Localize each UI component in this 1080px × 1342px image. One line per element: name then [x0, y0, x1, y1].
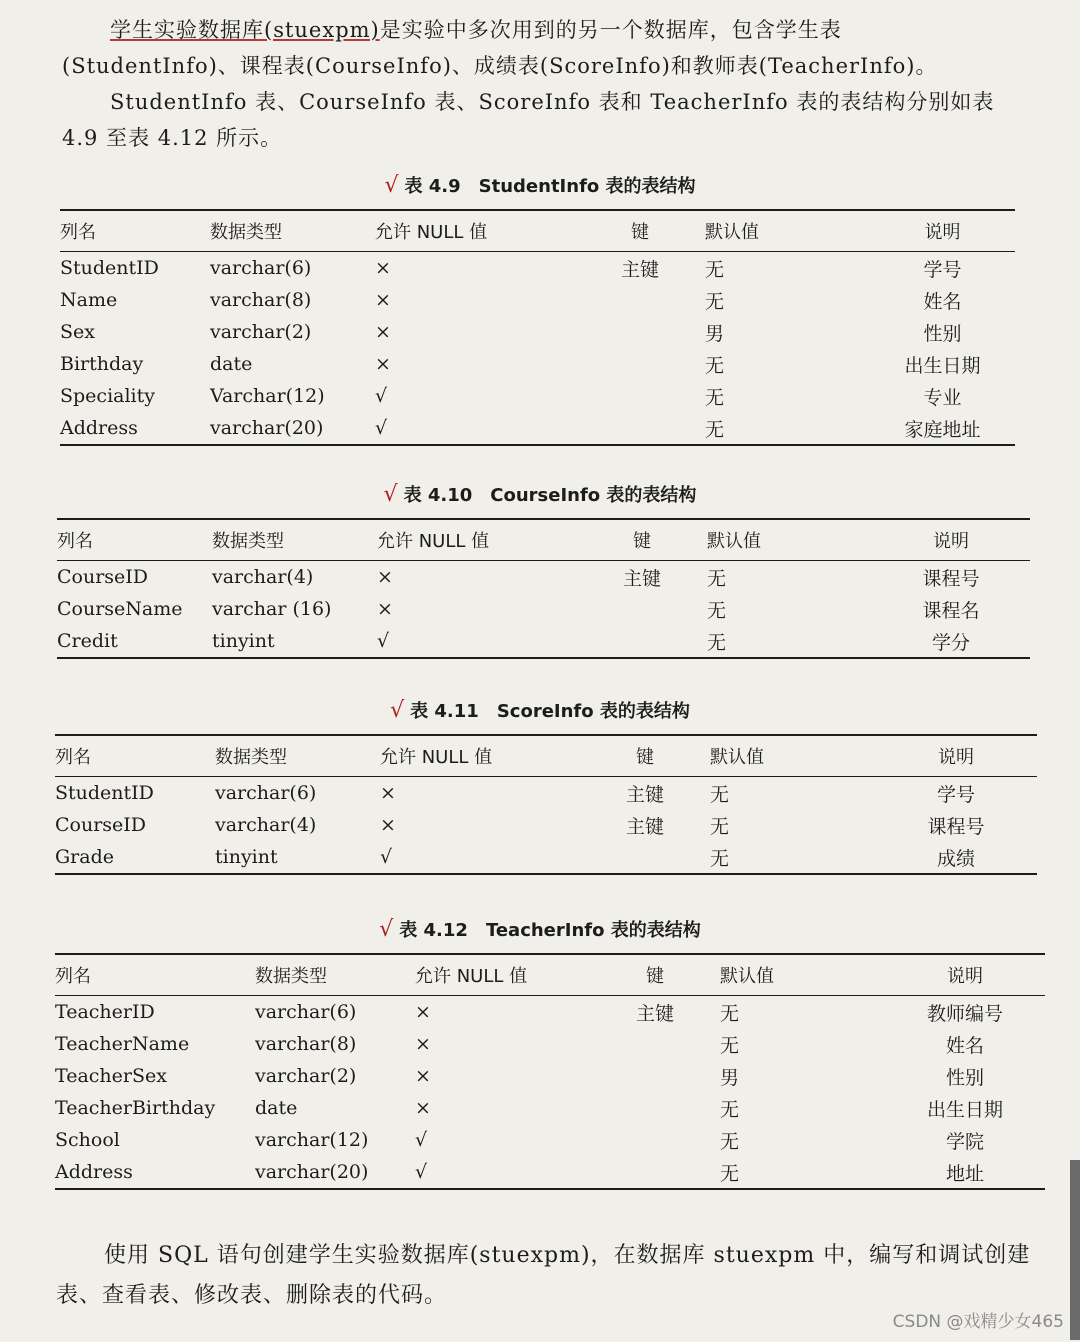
table-cell: 学号 — [936, 783, 975, 806]
table-cell: 无 — [720, 1130, 740, 1153]
table-cell: 无 — [705, 418, 725, 441]
table-cell: √ — [380, 846, 393, 868]
table-row — [55, 1156, 1045, 1189]
table-cell: StudentID — [55, 782, 154, 804]
check-mark-icon: √ — [383, 482, 398, 507]
table-cell: 课程名 — [922, 599, 980, 622]
table-cell: 主键 — [625, 783, 664, 806]
table-cell: 成绩 — [936, 847, 975, 870]
table-cell: CourseID — [55, 814, 147, 836]
table-row — [55, 809, 1037, 841]
table-row — [55, 1028, 1045, 1060]
table-number: 表 4.11 — [410, 701, 479, 722]
table-cell: TeacherName — [55, 1033, 190, 1055]
table-number: 表 4.9 — [404, 176, 461, 197]
table-cell: 主键 — [622, 567, 661, 590]
table-cell: × — [415, 1001, 431, 1023]
column-header: 列名 — [60, 222, 96, 243]
table-cell: 无 — [705, 354, 725, 377]
table-cell: × — [380, 814, 396, 836]
intro-paragraph-1-text: 是实验中多次用到的另一个数据库，包含学生表(StudentInfo)、课程表(CourseInfo)、成绩表(ScoreInfo)和教师表(TeacherInfo)。 — [62, 18, 938, 78]
table-cell — [590, 1156, 720, 1189]
table-cell: × — [380, 782, 396, 804]
table-cell — [577, 593, 707, 625]
table-cell: TeacherSex — [55, 1065, 167, 1087]
column-header: 数据类型 — [212, 531, 284, 552]
table-cell — [590, 1060, 720, 1092]
check-mark-icon: √ — [390, 698, 405, 723]
table-cell: varchar(4) — [212, 566, 314, 588]
table-row — [55, 996, 1045, 1029]
column-header: 说明 — [924, 222, 961, 243]
table-cell: 学号 — [923, 258, 962, 281]
column-header: 说明 — [947, 966, 983, 987]
table-caption — [0, 481, 1080, 507]
table-cell — [590, 1124, 720, 1156]
structure-table — [60, 209, 1015, 446]
column-header: 键 — [636, 747, 654, 768]
table-cell: Sex — [60, 321, 95, 343]
structure-table — [57, 518, 1030, 659]
table-cell: Birthday — [60, 353, 144, 375]
column-header: 默认值 — [705, 222, 759, 243]
table-cell — [590, 1028, 720, 1060]
table-cell: 出生日期 — [904, 354, 981, 377]
table-row — [55, 777, 1037, 810]
column-header: 允许 NULL 值 — [380, 747, 493, 768]
table-cell: Address — [60, 417, 138, 439]
table-cell: 无 — [720, 1162, 740, 1185]
table-title: TeacherInfo 表的表结构 — [485, 920, 701, 941]
table-cell: × — [415, 1033, 431, 1055]
table-cell: × — [377, 566, 393, 588]
column-header: 数据类型 — [255, 966, 327, 987]
table-cell: varchar(6) — [210, 257, 312, 279]
table-row — [60, 316, 1015, 348]
table-cell: varchar(20) — [210, 417, 324, 439]
intro-paragraph-2: StudentInfo 表、CourseInfo 表、ScoreInfo 表和 TeacherInfo 表的表结构分别如表 4.9 至表 4.12 所示。 — [62, 90, 995, 150]
column-header: 说明 — [933, 531, 969, 552]
table-cell: 男 — [720, 1066, 740, 1089]
table-cell: varchar(8) — [255, 1033, 357, 1055]
column-header: 键 — [631, 222, 649, 243]
table-cell: 主键 — [625, 815, 664, 838]
table-row — [57, 593, 1030, 625]
table-cell: 无 — [707, 599, 727, 622]
table-cell — [575, 284, 705, 316]
table-cell: 无 — [705, 386, 725, 409]
table-cell: 无 — [720, 1098, 740, 1121]
table-cell: × — [415, 1065, 431, 1087]
table-cell: date — [210, 353, 253, 375]
column-header: 列名 — [57, 531, 93, 552]
table-cell — [590, 1092, 720, 1124]
table-cell: 地址 — [945, 1162, 984, 1185]
table-cell: TeacherBirthday — [55, 1097, 216, 1119]
table-cell: Credit — [57, 630, 118, 652]
table-row — [57, 625, 1030, 658]
table-cell: varchar(2) — [210, 321, 312, 343]
database-name-highlight: 学生实验数据库(stuexpm) — [110, 18, 380, 42]
table-cell: Speciality — [60, 385, 155, 407]
table-row — [55, 841, 1037, 874]
column-header: 列名 — [55, 747, 91, 768]
table-cell: CourseID — [57, 566, 149, 588]
table-cell: 课程号 — [927, 815, 985, 838]
watermark: CSDN @戏精少女465 — [892, 1312, 1064, 1332]
table-cell: × — [375, 321, 391, 343]
table-cell: 出生日期 — [926, 1098, 1003, 1121]
check-mark-icon: √ — [384, 173, 399, 198]
table-cell: TeacherID — [55, 1001, 155, 1023]
column-header: 默认值 — [720, 966, 774, 987]
table-cell: 专业 — [923, 386, 962, 409]
table-caption — [0, 697, 1080, 723]
table-cell — [575, 348, 705, 380]
structure-table — [55, 953, 1045, 1190]
table-cell: × — [375, 289, 391, 311]
table-title: CourseInfo 表的表结构 — [490, 485, 697, 506]
column-header: 允许 NULL 值 — [377, 531, 490, 552]
table-title: ScoreInfo 表的表结构 — [496, 701, 690, 722]
table-cell: StudentID — [60, 257, 159, 279]
table-cell: varchar (16) — [212, 598, 332, 620]
table-cell: 无 — [710, 783, 730, 806]
table-cell: Grade — [55, 846, 114, 868]
check-mark-icon: √ — [379, 917, 394, 942]
table-cell — [575, 380, 705, 412]
column-header: 允许 NULL 值 — [375, 222, 488, 243]
table-cell: 主键 — [635, 1002, 674, 1025]
intro-paragraph-1 — [62, 12, 1018, 84]
table-cell: 无 — [720, 1034, 740, 1057]
table-cell: varchar(4) — [215, 814, 317, 836]
table-row — [57, 561, 1030, 594]
table-cell — [575, 412, 705, 445]
table-cell: 主键 — [620, 258, 659, 281]
table-cell: varchar(20) — [255, 1161, 369, 1183]
table-cell: 教师编号 — [926, 1002, 1003, 1025]
table-row — [55, 1060, 1045, 1092]
table-cell: 姓名 — [923, 290, 962, 313]
table-cell: varchar(6) — [215, 782, 317, 804]
table-cell: 无 — [707, 567, 727, 590]
table-row — [55, 1092, 1045, 1124]
table-title: StudentInfo 表的表结构 — [478, 176, 696, 197]
table-cell: 无 — [707, 631, 727, 654]
column-header: 键 — [646, 966, 664, 987]
table-cell: √ — [415, 1161, 428, 1183]
column-header: 列名 — [55, 966, 91, 987]
table-cell: 无 — [705, 290, 725, 313]
table-cell: 姓名 — [945, 1034, 984, 1057]
table-cell: 无 — [710, 815, 730, 838]
table-cell: 课程号 — [922, 567, 980, 590]
structure-table — [55, 734, 1037, 875]
table-cell: √ — [377, 630, 390, 652]
column-header: 默认值 — [710, 747, 764, 768]
table-cell: 性别 — [923, 322, 962, 345]
table-cell: tinyint — [212, 630, 275, 652]
table-cell: × — [375, 257, 391, 279]
scrollbar[interactable] — [1070, 1160, 1080, 1340]
table-cell — [577, 625, 707, 658]
table-cell: Address — [55, 1161, 133, 1183]
table-cell: √ — [375, 385, 388, 407]
table-row — [60, 252, 1015, 285]
table-cell: 学分 — [931, 631, 970, 654]
table-caption — [0, 916, 1080, 942]
table-cell: 家庭地址 — [904, 418, 981, 441]
table-cell: date — [255, 1097, 298, 1119]
column-header: 数据类型 — [215, 747, 287, 768]
table-cell: √ — [375, 417, 388, 439]
table-cell: CourseName — [57, 598, 183, 620]
table-cell — [580, 841, 710, 874]
column-header: 默认值 — [707, 531, 761, 552]
table-cell: √ — [415, 1129, 428, 1151]
table-cell: × — [415, 1097, 431, 1119]
table-row — [60, 348, 1015, 380]
table-row — [60, 284, 1015, 316]
table-cell: × — [377, 598, 393, 620]
table-row — [55, 1124, 1045, 1156]
column-header: 数据类型 — [210, 222, 282, 243]
table-cell: 男 — [705, 322, 725, 345]
table-row — [60, 412, 1015, 445]
table-cell: × — [375, 353, 391, 375]
column-header: 说明 — [938, 747, 974, 768]
table-cell: varchar(8) — [210, 289, 312, 311]
table-number: 表 4.10 — [403, 485, 473, 506]
table-cell: School — [55, 1129, 120, 1151]
table-cell: 性别 — [945, 1066, 984, 1089]
table-cell: 无 — [705, 258, 725, 281]
table-cell: 无 — [720, 1002, 740, 1025]
table-cell — [575, 316, 705, 348]
table-caption — [0, 172, 1080, 198]
table-cell: 无 — [710, 847, 730, 870]
table-cell: varchar(12) — [255, 1129, 369, 1151]
table-cell: Varchar(12) — [210, 385, 325, 407]
outro-paragraph: 使用 SQL 语句创建学生实验数据库(stuexpm)，在数据库 stuexpm 中，编写和调试创建表、查看表、修改表、删除表的代码。 — [56, 1243, 1031, 1308]
column-header: 键 — [633, 531, 651, 552]
table-cell: tinyint — [215, 846, 278, 868]
table-cell: varchar(2) — [255, 1065, 357, 1087]
table-row — [60, 380, 1015, 412]
table-cell: 学院 — [945, 1130, 984, 1153]
column-header: 允许 NULL 值 — [415, 966, 528, 987]
table-cell: varchar(6) — [255, 1001, 357, 1023]
table-number: 表 4.12 — [399, 920, 468, 941]
table-cell: Name — [60, 289, 118, 311]
